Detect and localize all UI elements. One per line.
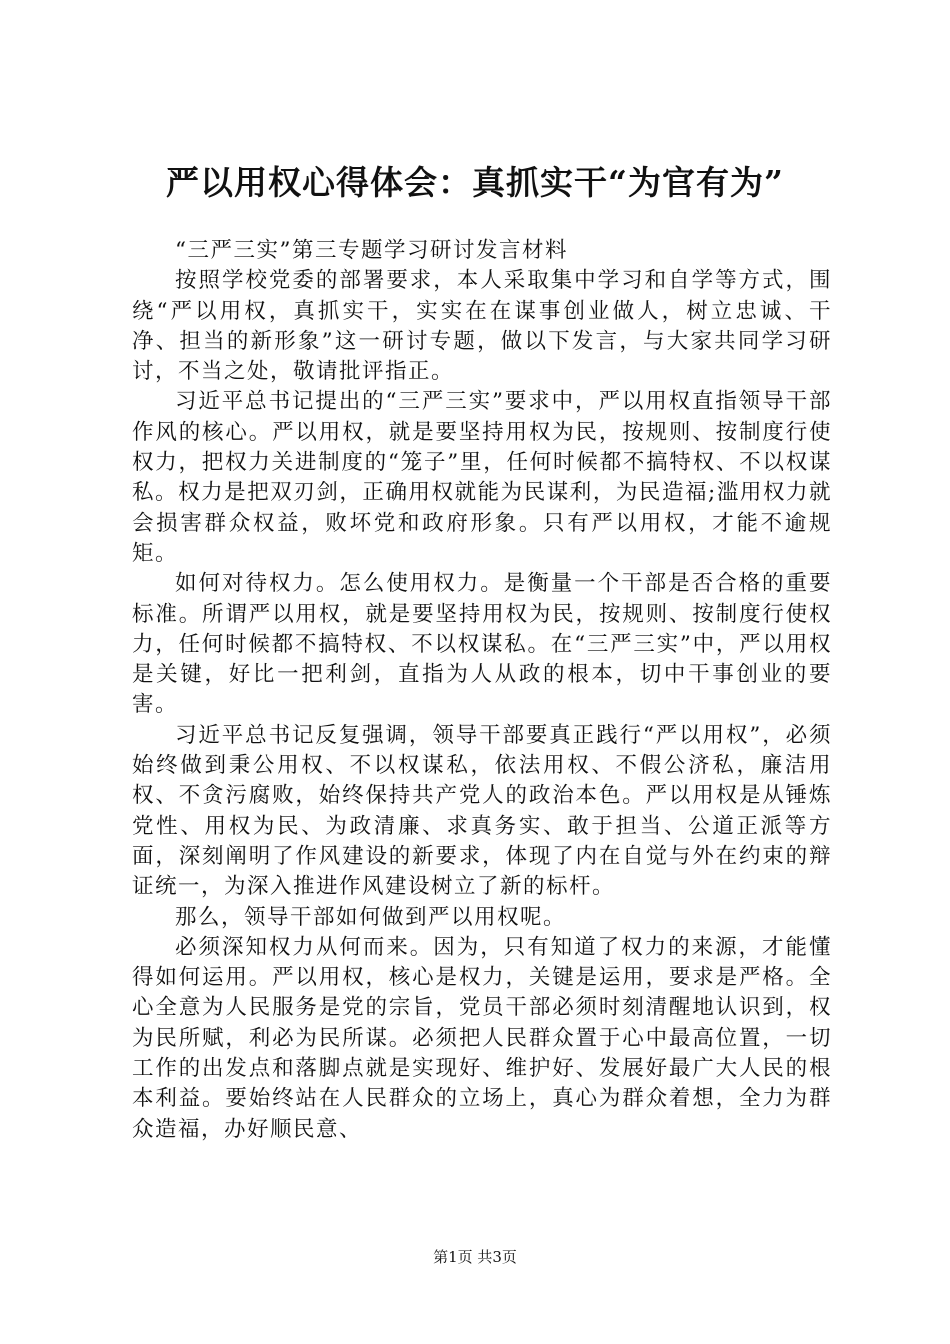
- paragraph: 习近平总书记提出的“三严三实”要求中，严以用权直指领导干部作风的核心。严以用权，就是要坚持用权为民，按规则、按制度行使权力，把权力关进制度的“笼子”里，任何时候都不搞特权、不以权谋私。权力是把双刃剑，正确用权就能为民谋利，为民造福;滥用权力就会损害群众权益，败坏党和政府形象。只有严以用权，才能不逾规矩。: [132, 389, 832, 566]
- document-body: [132, 236, 832, 1145]
- document-title: 严以用权心得体会：真抓实干“为官有为”: [166, 163, 784, 202]
- paragraph-subtitle: “三严三实”第三专题学习研讨发言材料: [175, 238, 568, 263]
- paragraph: 那么，领导干部如何做到严以用权呢。: [175, 904, 567, 930]
- page-footer: 第1页 共3页: [433, 1248, 517, 1266]
- paragraph: 习近平总书记反复强调，领导干部要真正践行“严以用权”，必须始终做到秉公用权、不以权谋私，依法用权、不假公济私，廉洁用权、不贪污腐败，始终保持共产党人的政治本色。严以用权是从锤炼党性、用权为民、为政清廉、求真务实、敢于担当、公道正派等方面，深刻阐明了作风建设的新要求，体现了内在自觉与外在约束的辩证统一，为深入推进作风建设树立了新的标杆。: [132, 722, 832, 900]
- paragraph: 按照学校党委的部署要求，本人采取集中学习和自学等方式，围绕“严以用权，真抓实干，实实在在谋事创业做人，树立忠诚、干净、担当的新形象”这一研讨专题，做以下发言，与大家共同学习研讨，不当之处，敬请批评指正。: [132, 268, 832, 385]
- paragraph: 如何对待权力。怎么使用权力。是衡量一个干部是否合格的重要标准。所谓严以用权，就是要坚持用权为民，按规则、按制度行使权力，任何时候都不搞特权、不以权谋私。在“三严三实”中，严以用权是关键，好比一把利剑，直指为人从政的根本，切中干事创业的要害。: [132, 571, 832, 718]
- paragraph: 必须深知权力从何而来。因为，只有知道了权力的来源，才能懂得如何运用。严以用权，核心是权力，关键是运用，要求是严格。全心全意为人民服务是党的宗旨，党员干部必须时刻清醒地认识到，权为民所赋，利必为民所谋。必须把人民群众置于心中最高位置，一切工作的出发点和落脚点就是实现好、维护好、发展好最广大人民的根本利益。要始终站在人民群众的立场上，真心为群众着想，全力为群众造福，办好顺民意、: [132, 934, 832, 1142]
